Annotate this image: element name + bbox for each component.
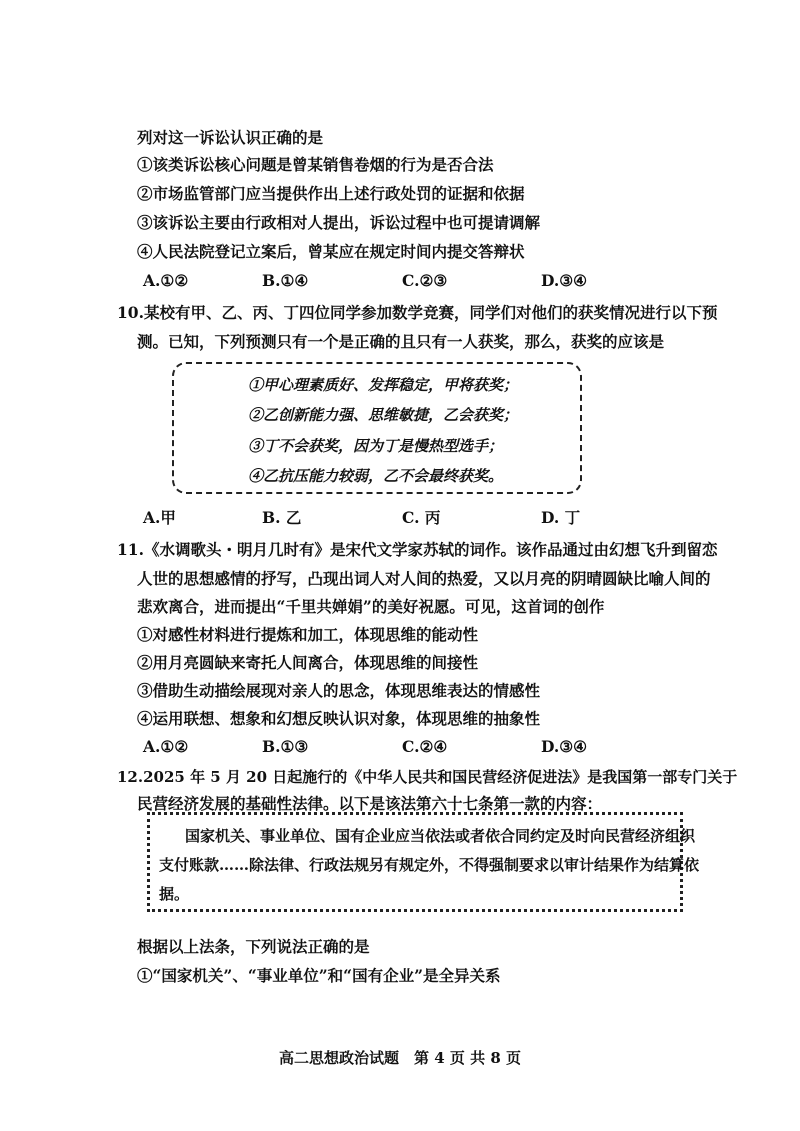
q9-item-3: ③该诉讼主要由行政相对人提出，诉讼过程中也可提请调解 [137, 213, 541, 232]
q11-item-1: ①对感性材料进行提炼和加工，体现思维的能动性 [137, 625, 479, 644]
q10-prediction-2: ②乙创新能力强、思维敏捷，乙会获奖； [248, 406, 519, 424]
q9-item-1: ①该类诉讼核心问题是曾某销售卷烟的行为是否合法 [137, 155, 494, 174]
q12-after-line-1: 根据以上法条，下列说法正确的是 [137, 937, 370, 956]
q12-quote-line-1: 国家机关、事业单位、国有企业应当依法或者依合同约定及时向民营经济组织 [185, 827, 696, 845]
q11-stem-line-2: 人世的思想感情的抒写，凸现出词人对人间的热爱，又以月亮的阴晴圆缺比喻人间的 [137, 569, 711, 588]
q11-option-c: C.②④ [402, 737, 448, 756]
page-footer: 高二思想政治试题 第 4 页 共 8 页 [279, 1049, 521, 1067]
q9-option-d: D.③④ [541, 271, 588, 290]
q11-item-4: ④运用联想、想象和幻想反映认识对象，体现思维的抽象性 [137, 709, 541, 728]
q10-prediction-4: ④乙抗压能力较弱，乙不会最终获奖。 [248, 467, 504, 485]
q10-option-a: A.甲 [143, 508, 176, 527]
q11-option-d: D.③④ [541, 737, 588, 756]
q9-option-c: C.②③ [402, 271, 448, 290]
q10-option-d: D. 丁 [541, 508, 581, 527]
q10-prediction-1: ①甲心理素质好、发挥稳定，甲将获奖； [248, 376, 519, 394]
q10-stem-line-1: 10.某校有甲、乙、丙、丁四位同学参加数学竞赛，同学们对他们的获奖情况进行以下预 [117, 303, 718, 322]
q11-stem-line-1: 11.《水调歌头・明月几时有》是宋代文学家苏轼的词作。该作品通过由幻想飞升到留恋 [117, 540, 718, 559]
q10-option-b: B. 乙 [262, 508, 302, 527]
q12-after-line-2: ①“国家机关”、“事业单位”和“国有企业”是全异关系 [137, 966, 501, 985]
q9-item-2: ②市场监管部门应当提供作出上述行政处罚的证据和依据 [137, 184, 525, 203]
q11-item-2: ②用月亮圆缺来寄托人间离合，体现思维的间接性 [137, 653, 479, 672]
q10-prediction-3: ③丁不会获奖，因为丁是慢热型选手； [248, 437, 504, 455]
q12-stem-line-2: 民营经济发展的基础性法律。以下是该法第六十七条第一款的内容： [137, 794, 603, 813]
q10-stem-line-2: 测。已知，下列预测只有一个是正确的且只有一人获奖，那么，获奖的应该是 [137, 332, 665, 351]
q9-stem-tail: 列对这一诉讼认识正确的是 [137, 128, 324, 147]
q11-item-3: ③借助生动描绘展现对亲人的思念，体现思维表达的情感性 [137, 681, 541, 700]
q11-option-a: A.①② [143, 737, 189, 756]
q9-option-b: B.①④ [262, 271, 309, 290]
q9-item-4: ④人民法院登记立案后，曾某应在规定时间内提交答辩状 [137, 242, 525, 261]
q12-stem-line-1: 12.2025 年 5 月 20 日起施行的《中华人民共和国民营经济促进法》是我国第一部专门关于 [117, 768, 738, 786]
q11-stem-line-3: 悲欢离合，进而提出“千里共婵娟”的美好祝愿。可见，这首词的创作 [137, 597, 605, 616]
q12-quote-line-2: 支付账款……除法律、行政法规另有规定外，不得强制要求以审计结果作为结算依 [159, 856, 700, 874]
q11-option-b: B.①③ [262, 737, 309, 756]
q12-quote-line-3: 据。 [159, 885, 190, 903]
q9-option-a: A.①② [143, 271, 189, 290]
q10-option-c: C. 丙 [402, 508, 441, 527]
